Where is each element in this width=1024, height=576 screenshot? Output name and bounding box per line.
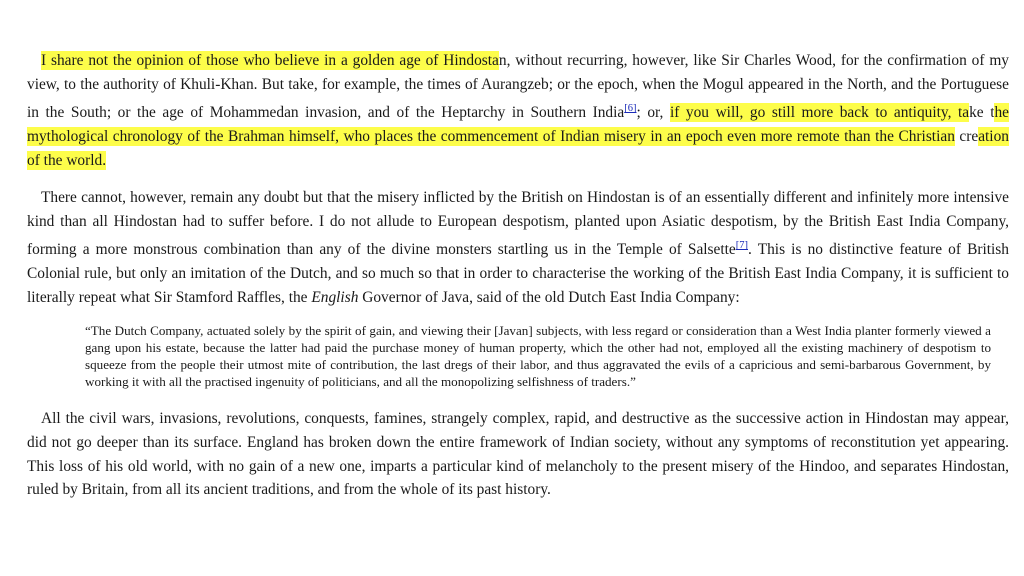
footnote-ref-7[interactable]	[736, 237, 748, 251]
footnote-ref-6[interactable]	[624, 100, 636, 114]
paragraph-civil-wars: All the civil wars, invasions, revolutions, conquests, famines, strangely complex, rapid, and destructive as the successive action in Hindostan may appear, did not go deeper than its surface. England has broken down the entire framework of Indian society, without any symptoms of reconstitution yet appearing. This loss of his old world, with no gain of a new one, imparts a particular kind of melancholy to the present misery of the Hindoo, and separates Hindostan, ruled by Britain, from all its ancient traditions, and from the whole of its past history.	[27, 410, 1009, 499]
document-body	[27, 49, 1009, 516]
highlight: he mythological chronology of the Brahman himself, who places the commencement of Indian misery in an epoch even more remote than the Christian	[27, 104, 1010, 145]
block-quote-raffles: “The Dutch Company, actuated solely by the spirit of gain, and viewing their [Javan] subjects, with less regard or consideration than a West India planter formerly viewed a gang upon his estate, because the latter had paid the purchase money of human property, which the other had not, employed all the existing machinery of despotism to squeeze from the people their utmost mite of contribution, the last dregs of their labor, and thus aggravated the evils of a capricious and semi-barbarous Government, by working it with all the practised ingenuity of politicians, and all the monopolizing selfishness of traders.”	[85, 323, 991, 389]
footnote-link-7[interactable]: [7]	[735, 240, 749, 252]
text-run: . This is no distinctive feature of British Colonial rule, but only an imitation of the Dutch, and so much so that in order to characterise the working of the British East India Company, it is sufficient to literally repeat what Sir Stamford Raffles, the	[27, 241, 1009, 306]
text-run: ; or,	[636, 104, 670, 122]
highlight: if you will, go still more back to antiquity, ta	[669, 104, 970, 122]
highlight: I share not the opinion of those who believe in a golden age of Hindosta	[41, 52, 499, 69]
paragraph-golden-age	[27, 49, 1009, 172]
text-run: There cannot, however, remain any doubt but that the misery inflicted by the British on Hindostan is of an essentially different and infinitely more intensive kind than all Hindostan had to suffer before. I do not allude to European despotism, planted upon Asiatic despotism, by the British East India Company, forming a more monstrous combination than any of the divine monsters startling us in the Temple of Salsette	[27, 189, 1009, 259]
paragraph-british-misery	[27, 186, 1009, 309]
footnote-link-6[interactable]: [6]	[624, 103, 637, 115]
text-run: Governor of Java, said of the old Dutch East India Company:	[358, 288, 740, 306]
emphasis-english: English	[311, 288, 359, 306]
text-run: ke t	[969, 104, 995, 122]
highlight: ation of the world.	[27, 127, 1009, 169]
text-run: cre	[954, 127, 979, 145]
text-run: n, without recurring, however, like Sir Charles Wood, for the confirmation of my view, to the authority of Khuli-Khan. But take, for example, the times of Aurangzeb; or the epoch, when the Mogul appeared in the North, and the Portuguese in the South; or the age of Mohammedan invasion, and of the Heptarchy in Southern India	[27, 52, 1009, 122]
